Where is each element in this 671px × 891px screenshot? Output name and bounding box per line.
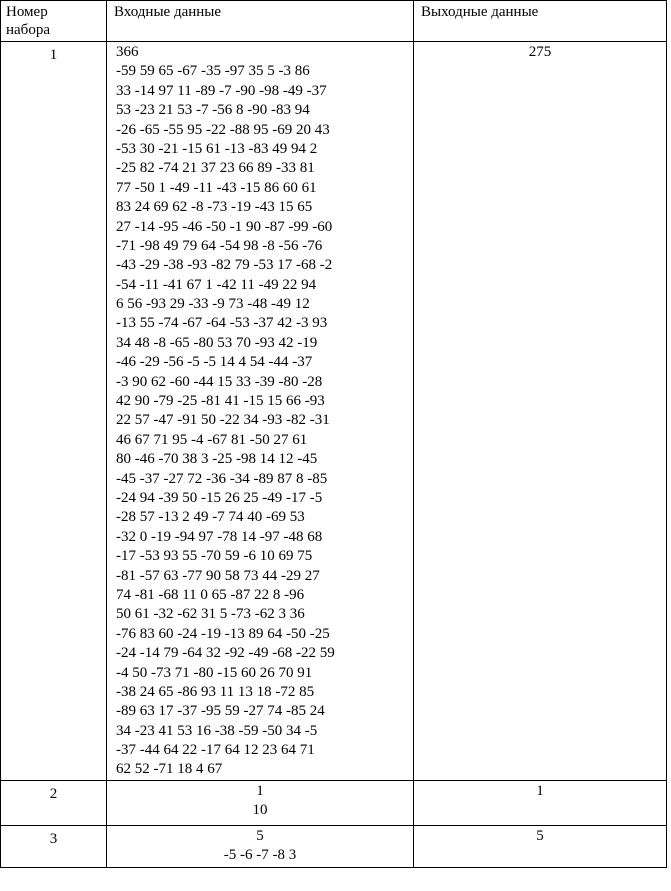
input-lines — [116, 43, 413, 780]
input-line: 22 57 -47 -91 50 -22 34 -93 -82 -31 — [116, 412, 330, 429]
input-line: 10 — [252, 802, 268, 819]
input-line: 53 -23 21 53 -7 -56 8 -90 -83 94 — [116, 102, 310, 119]
input-line: 83 24 69 62 -8 -73 -19 -43 15 65 — [116, 199, 313, 216]
input-line: -53 30 -21 -15 61 -13 -83 49 94 2 — [116, 140, 318, 157]
input-line: 50 61 -32 -62 31 5 -73 -62 3 36 — [116, 606, 305, 623]
input-line: 74 -81 -68 11 0 65 -87 22 8 -96 — [116, 586, 305, 603]
input-line: -45 -37 -27 72 -36 -34 -89 87 8 -85 — [116, 470, 328, 487]
output-cell: 5 — [414, 825, 667, 867]
input-line: -17 -53 93 55 -70 59 -6 10 69 75 — [116, 548, 313, 565]
input-line: -26 -65 -55 95 -22 -88 95 -69 20 43 — [116, 121, 330, 138]
input-line: -24 -14 79 -64 32 -92 -49 -68 -22 59 — [116, 645, 335, 662]
input-line: 366 — [116, 44, 139, 60]
input-line: -5 -6 -7 -8 3 — [223, 847, 297, 864]
input-line: -38 24 65 -86 93 11 13 18 -72 85 — [116, 683, 315, 700]
input-line: -24 94 -39 50 -15 26 25 -49 -17 -5 — [116, 489, 323, 506]
input-line: 34 48 -8 -65 -80 53 70 -93 42 -19 — [116, 334, 318, 351]
input-line: -89 63 17 -37 -95 59 -27 74 -85 24 — [116, 703, 325, 720]
input-line: -25 82 -74 21 37 23 66 89 -33 81 — [116, 160, 315, 177]
table-row — [1, 825, 667, 867]
set-number-cell: 2 — [1, 780, 107, 825]
header-set-number-line1: Номер — [6, 4, 48, 20]
input-line: -59 59 65 -67 -35 -97 35 5 -3 86 — [116, 63, 310, 80]
input-line: 42 90 -79 -25 -81 41 -15 15 66 -93 — [116, 393, 325, 410]
input-line: -37 -44 64 22 -17 64 12 23 64 71 — [116, 742, 315, 759]
input-line: 6 56 -93 29 -33 -9 73 -48 -49 12 — [116, 296, 310, 313]
table-row — [1, 780, 667, 825]
input-line: -71 -98 49 79 64 -54 98 -8 -56 -76 — [116, 237, 323, 254]
input-line: -13 55 -74 -67 -64 -53 -37 42 -3 93 — [116, 315, 328, 332]
input-line: 1 — [256, 782, 264, 799]
input-line: -32 0 -19 -94 97 -78 14 -97 -48 68 — [116, 528, 323, 545]
input-line: 33 -14 97 11 -89 -7 -90 -98 -49 -37 — [116, 82, 327, 99]
input-line: -43 -29 -38 -93 -82 79 -53 17 -68 -2 — [116, 257, 333, 274]
input-line: 27 -14 -95 -46 -50 -1 90 -87 -99 -60 — [116, 218, 333, 235]
input-line: -3 90 62 -60 -44 15 33 -39 -80 -28 — [116, 373, 323, 390]
input-line: 46 67 71 95 -4 -67 81 -50 27 61 — [116, 431, 308, 448]
table-row — [1, 42, 667, 781]
output-cell: 1 — [414, 780, 667, 825]
table-header-row — [1, 1, 667, 42]
input-line: 80 -46 -70 38 3 -25 -98 14 12 -45 — [116, 451, 318, 468]
input-line: -76 83 60 -24 -19 -13 89 64 -50 -25 — [116, 625, 330, 642]
output-cell: 275 — [414, 42, 667, 781]
set-number-cell: 1 — [1, 42, 107, 781]
input-line: -46 -29 -56 -5 -5 14 4 54 -44 -37 — [116, 354, 313, 371]
header-set-number-line2: набора — [6, 22, 50, 38]
input-cell — [107, 42, 414, 781]
input-line: 62 52 -71 18 4 67 — [116, 761, 223, 778]
input-cell — [107, 780, 414, 825]
input-line: -54 -11 -41 67 1 -42 11 -49 22 94 — [116, 276, 317, 293]
input-line: -81 -57 63 -77 90 58 73 44 -29 27 — [116, 567, 320, 584]
set-number-cell: 3 — [1, 825, 107, 867]
header-output: Выходные данные — [414, 1, 667, 42]
input-cell — [107, 825, 414, 867]
input-line: -28 57 -13 2 49 -7 74 40 -69 53 — [116, 509, 305, 526]
input-line: 5 — [256, 827, 264, 844]
header-input: Входные данные — [107, 1, 414, 42]
input-line: -4 50 -73 71 -80 -15 60 26 70 91 — [116, 664, 313, 681]
input-line: 77 -50 1 -49 -11 -43 -15 86 60 61 — [116, 179, 317, 196]
input-line: 34 -23 41 53 16 -38 -59 -50 34 -5 — [116, 722, 318, 739]
header-set-number — [1, 1, 107, 42]
